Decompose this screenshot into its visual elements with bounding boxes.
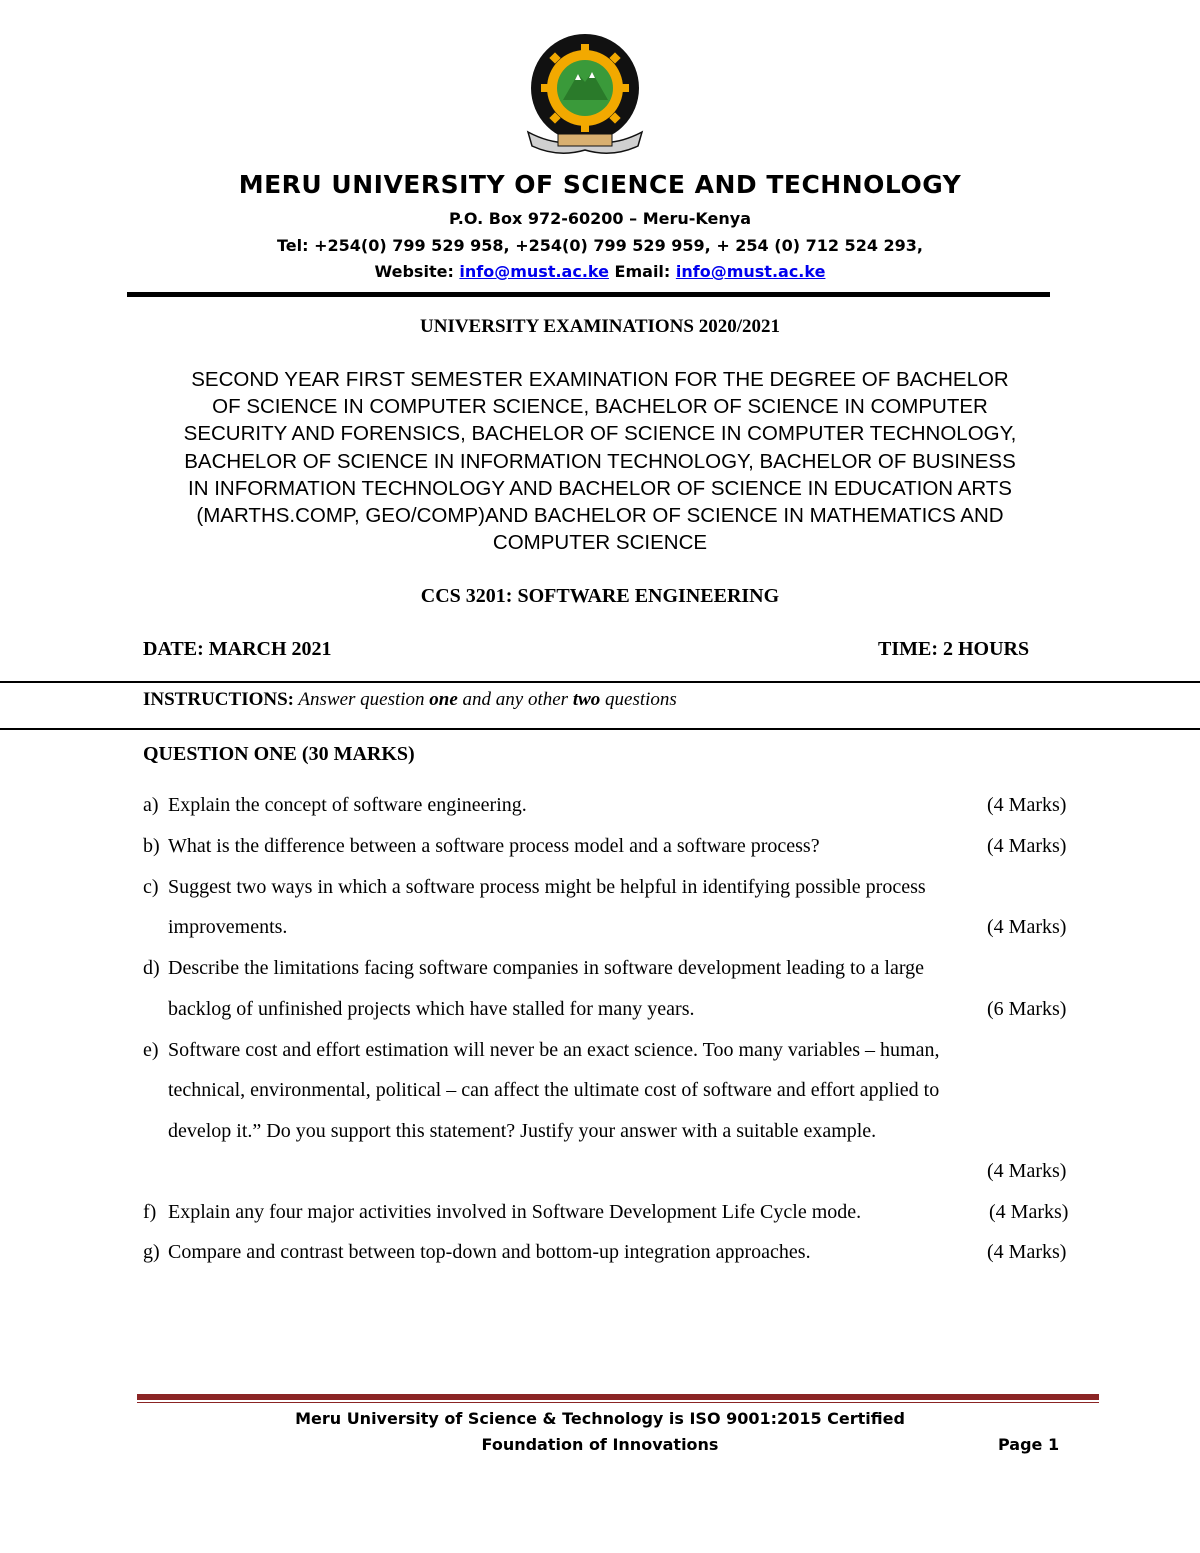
question-text: Explain any four major activities involved in Software Development Life Cycle mode. — [168, 1201, 862, 1223]
degree-line: BACHELOR OF SCIENCE IN INFORMATION TECHNOLOGY, BACHELOR OF BUSINESS — [184, 449, 1016, 473]
footer-divider-thin — [137, 1402, 1099, 1403]
footer-motto: Foundation of Innovations — [481, 1435, 719, 1454]
question-marks: (4 Marks) — [987, 835, 1067, 857]
telephone-line: Tel: +254(0) 799 529 958, +254(0) 799 529 959, + 254 (0) 712 524 293, — [276, 236, 923, 255]
exam-date: DATE: MARCH 2021 — [143, 638, 332, 660]
postal-address: P.O. Box 972-60200 – Meru-Kenya — [449, 209, 751, 228]
question-marks: (4 Marks) — [987, 916, 1067, 938]
question-text: develop it.” Do you support this statement? Justify your answer with a suitable example. — [168, 1120, 877, 1142]
degree-description — [140, 366, 1060, 556]
question-text: Software cost and effort estimation will never be an exact science. Too many variables – human, — [168, 1039, 940, 1061]
degree-line: IN INFORMATION TECHNOLOGY AND BACHELOR OF SCIENCE IN EDUCATION ARTS — [188, 476, 1012, 500]
instructions-emphasis: one — [429, 689, 458, 710]
exam-duration: TIME: 2 HOURS — [878, 638, 1030, 660]
footer-certification: Meru University of Science & Technology is ISO 9001:2015 Certified — [295, 1409, 905, 1428]
website-link[interactable]: info@must.ac.ke — [459, 262, 609, 281]
contact-line — [0, 262, 1200, 281]
instructions-label: INSTRUCTIONS: — [143, 689, 294, 710]
question-text: What is the difference between a software process model and a software process? — [168, 835, 820, 857]
instructions-text-part: Answer question — [293, 689, 430, 710]
instructions-bottom-rule — [0, 728, 1200, 730]
website-label: Website: — [374, 262, 460, 281]
question-text: improvements. — [168, 916, 288, 938]
degree-line: SECURITY AND FORENSICS, BACHELOR OF SCIENCE IN COMPUTER TECHNOLOGY, — [183, 422, 1017, 446]
question-one-heading: QUESTION ONE (30 MARKS) — [143, 743, 415, 765]
question-letter: a) — [143, 794, 159, 816]
footer-divider — [137, 1394, 1099, 1400]
instructions — [143, 689, 677, 711]
instructions-text-part: questions — [600, 689, 677, 710]
email-label: Email: — [608, 262, 676, 281]
university-name: MERU UNIVERSITY OF SCIENCE AND TECHNOLOGY — [238, 170, 962, 199]
question-text: Compare and contrast between top-down and bottom-up integration approaches. — [168, 1241, 811, 1263]
question-text: backlog of unfinished projects which have stalled for many years. — [168, 998, 695, 1020]
question-marks: (6 Marks) — [987, 998, 1067, 1020]
course-title: CCS 3201: SOFTWARE ENGINEERING — [420, 585, 780, 607]
instructions-emphasis: two — [572, 689, 601, 710]
question-marks: (4 Marks) — [989, 1201, 1069, 1223]
question-text: technical, environmental, political – can affect the ultimate cost of software and effort applied to — [168, 1079, 940, 1101]
question-letter: g) — [143, 1241, 160, 1263]
question-marks: (4 Marks) — [987, 1241, 1067, 1263]
question-letter: f) — [143, 1201, 157, 1223]
header-divider — [127, 292, 1050, 297]
question-letter: b) — [143, 835, 160, 857]
instructions-text — [294, 689, 677, 710]
question-text: Suggest two ways in which a software process might be helpful in identifying possible process — [168, 876, 926, 898]
question-text: Describe the limitations facing software companies in software development leading to a large — [168, 957, 925, 979]
degree-line: (MARTHS.COMP, GEO/COMP)AND BACHELOR OF SCIENCE IN MATHEMATICS AND — [196, 504, 1004, 528]
question-marks: (4 Marks) — [987, 1160, 1067, 1182]
email-link[interactable]: info@must.ac.ke — [675, 262, 826, 281]
question-letter: e) — [143, 1039, 159, 1061]
question-marks: (4 Marks) — [987, 794, 1067, 816]
degree-line: COMPUTER SCIENCE — [492, 531, 708, 555]
instructions-text-part: and any other — [457, 689, 573, 710]
page-number: Page 1 — [998, 1435, 1060, 1454]
degree-line: SECOND YEAR FIRST SEMESTER EXAMINATION FOR THE DEGREE OF BACHELOR — [191, 368, 1009, 391]
question-text: Explain the concept of software engineering. — [168, 794, 527, 816]
question-letter: d) — [143, 957, 160, 979]
university-logo — [518, 30, 652, 164]
exam-title: UNIVERSITY EXAMINATIONS 2020/2021 — [420, 316, 780, 337]
degree-line: OF SCIENCE IN COMPUTER SCIENCE, BACHELOR OF SCIENCE IN COMPUTER — [212, 395, 988, 419]
question-letter: c) — [143, 876, 159, 898]
instructions-top-rule — [0, 681, 1200, 683]
